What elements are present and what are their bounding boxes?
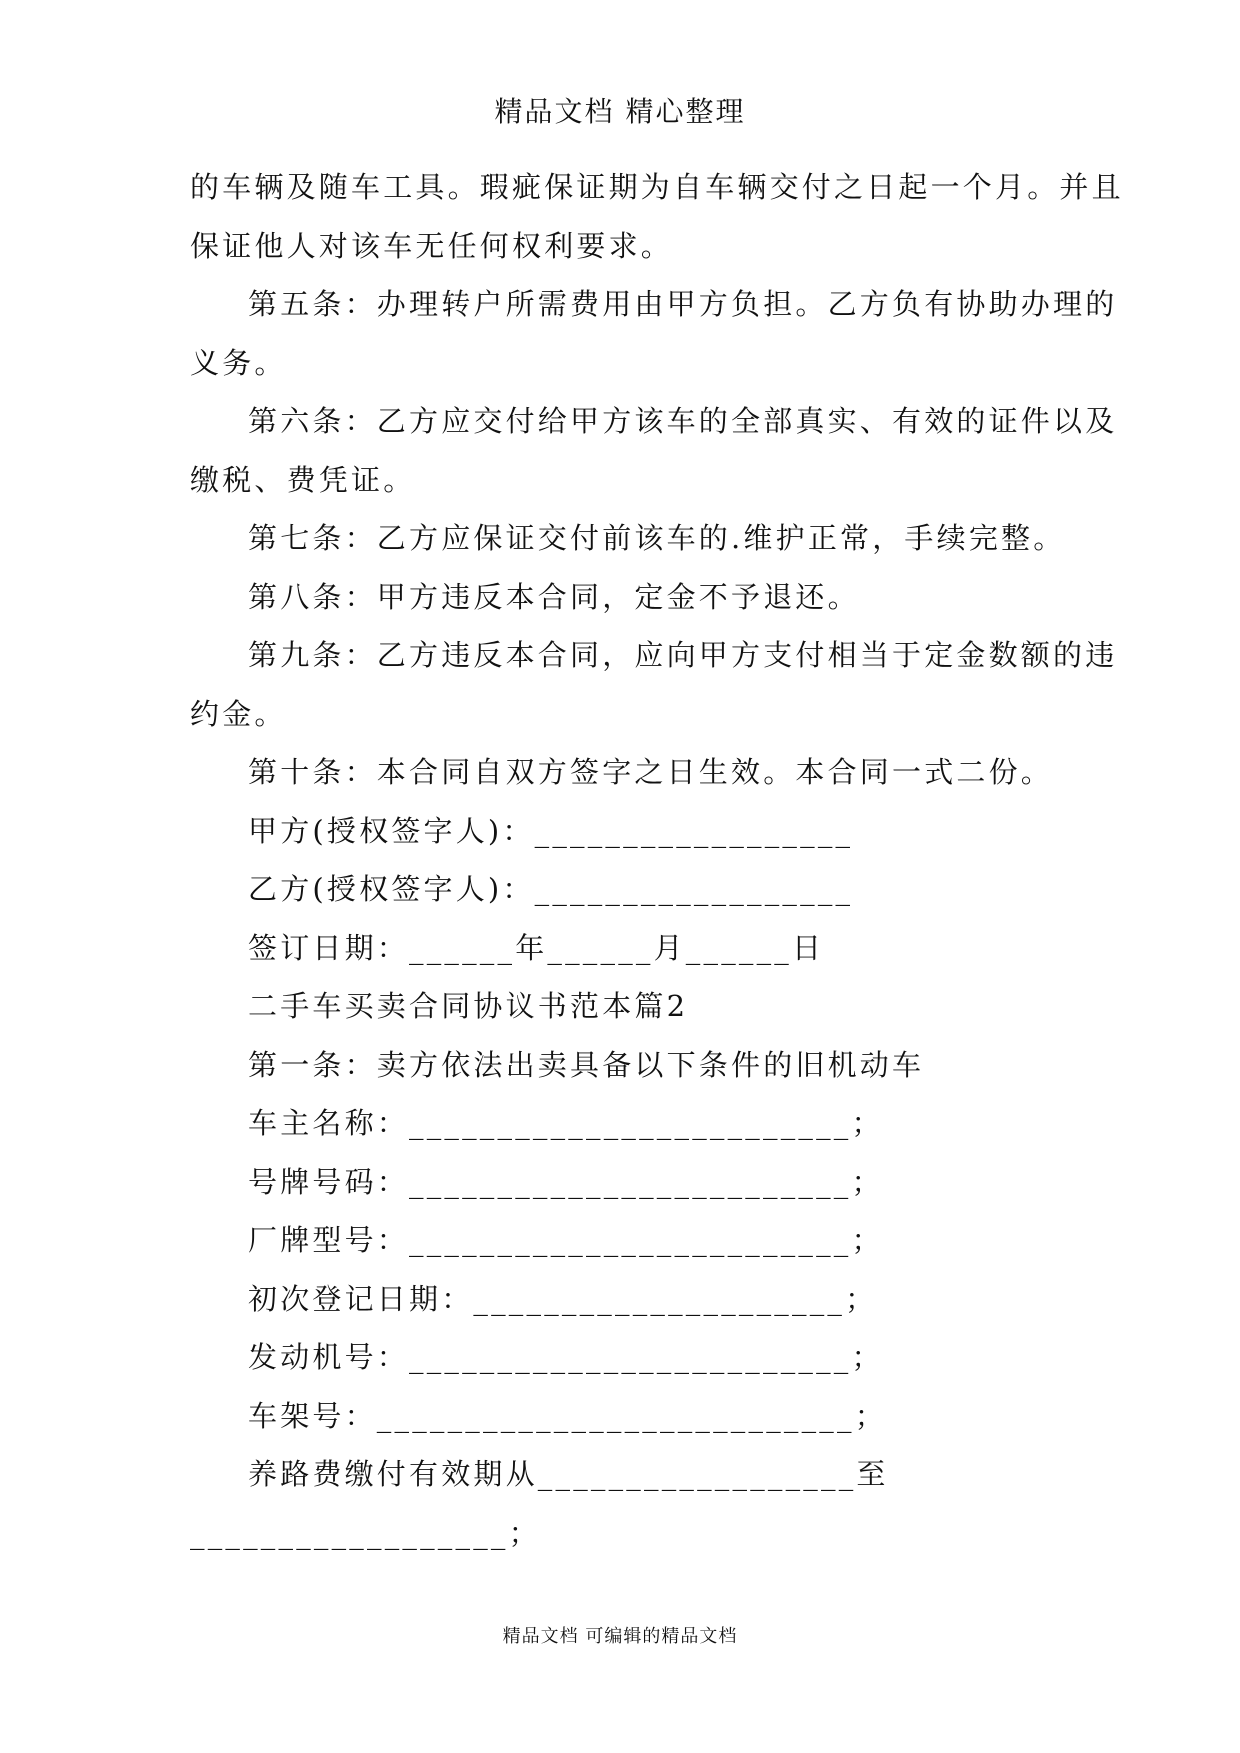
signing-date: 签订日期：______年______月______日 (248, 930, 825, 965)
field-road-fee-validity: 养路费缴付有效期从__________________至 (248, 1457, 889, 1491)
clause-9-line-2: 约金。 (190, 696, 287, 731)
field-chassis-number: 车架号：___________________________； (248, 1398, 887, 1433)
document-body (190, 158, 1124, 1562)
clause-9-line-1: 第九条：乙方违反本合同，应向甲方支付相当于定金数额的违 (248, 638, 1118, 672)
field-engine-number: 发动机号：_________________________； (248, 1340, 884, 1374)
clause-5-line-1: 第五条：办理转户所需费用由甲方负担。乙方负有协助办理的 (248, 287, 1118, 321)
clause-6-line-1: 第六条：乙方应交付给甲方该车的全部真实、有效的证件以及 (248, 404, 1118, 438)
page-footer: 精品文档 可编辑的精品文档 (502, 1626, 738, 1647)
clause-6-line-2: 缴税、费凭证。 (190, 462, 416, 497)
party-b-signature: 乙方(授权签字人)：__________________ (248, 872, 854, 906)
field-brand-model: 厂牌型号：_________________________； (248, 1223, 884, 1257)
clause-10: 第十条：本合同自双方签字之日生效。本合同一式二份。 (248, 755, 1054, 789)
body-line-1: 的车辆及随车工具。瑕疵保证期为自车辆交付之日起一个月。并且 (190, 170, 1124, 204)
field-plate-number: 号牌号码：_________________________； (248, 1164, 884, 1199)
clause-1: 第一条：卖方依法出卖具备以下条件的旧机动车 (248, 1047, 925, 1082)
clause-5-line-2: 义务。 (190, 345, 287, 380)
field-owner-name: 车主名称：_________________________； (248, 1106, 884, 1140)
clause-7: 第七条：乙方应保证交付前该车的.维护正常，手续完整。 (248, 521, 1066, 555)
party-a-signature: 甲方(授权签字人)：__________________ (248, 813, 854, 848)
section-title: 二手车买卖合同协议书范本篇2 (248, 989, 689, 1023)
page-header: 精品文档 精心整理 (494, 95, 746, 128)
field-road-fee-validity-end: __________________； (190, 1515, 541, 1550)
body-line-2: 保证他人对该车无任何权利要求。 (190, 228, 674, 263)
clause-8: 第八条：甲方违反本合同，定金不予退还。 (248, 579, 860, 614)
field-first-registration-date: 初次登记日期：_____________________； (248, 1281, 878, 1316)
